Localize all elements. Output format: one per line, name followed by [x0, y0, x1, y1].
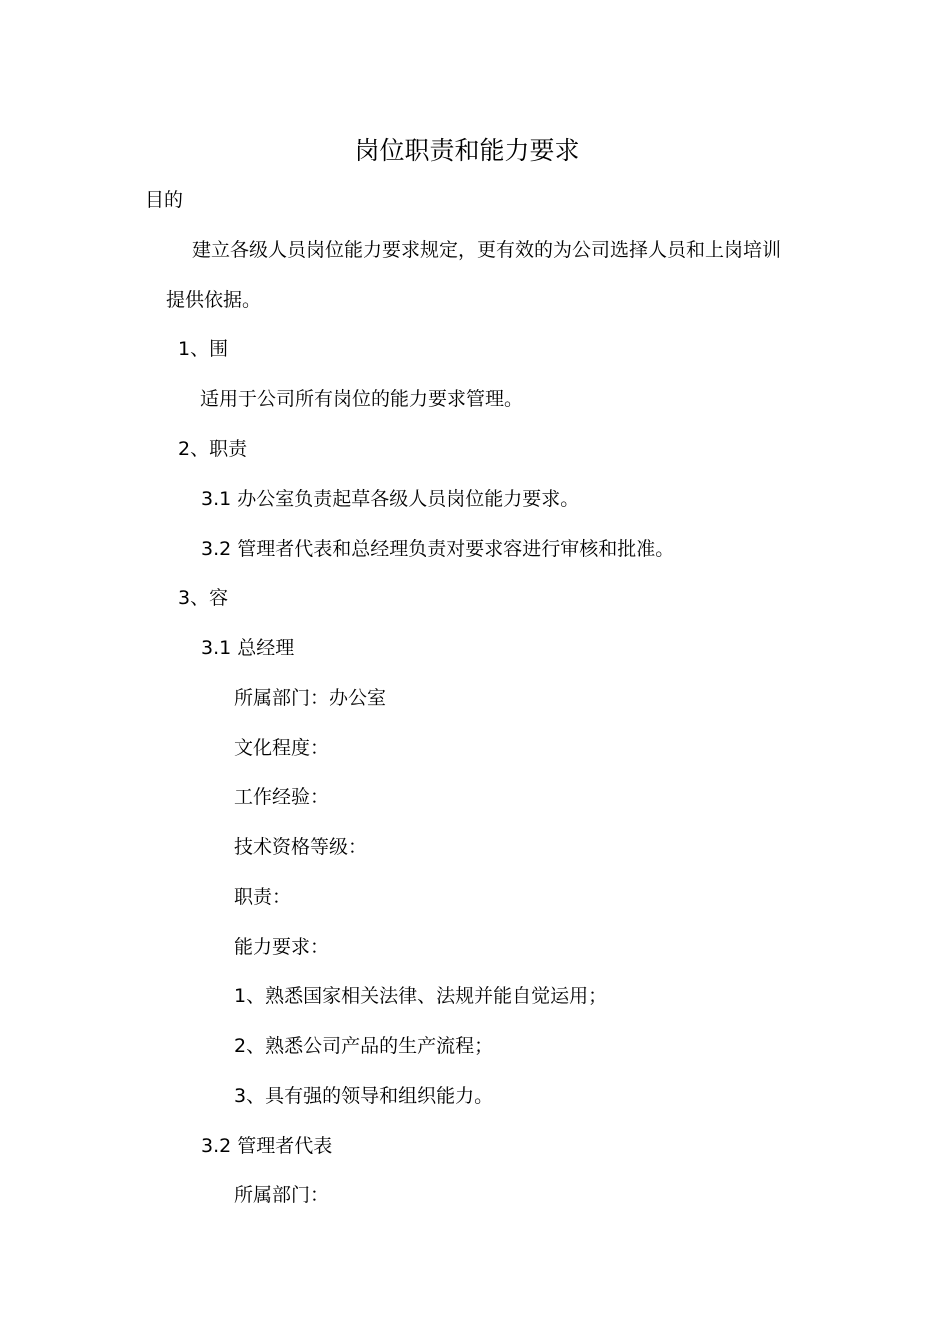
mr-heading: 3.2 管理者代表 [201, 1135, 333, 1157]
purpose-heading: 目的 [145, 189, 184, 211]
section-2-item: 3.1 办公室负责起草各级人员岗位能力要求。 [201, 488, 580, 510]
section-3-heading: 3、容 [178, 587, 229, 609]
mr-department: 所属部门： [234, 1184, 330, 1206]
gm-tech-level: 技术资格等级： [234, 836, 368, 858]
purpose-text-line-2: 提供依据。 [166, 289, 262, 311]
section-1-text: 适用于公司所有岗位的能力要求管理。 [200, 388, 524, 410]
gm-ability-item: 2、熟悉公司产品的生产流程； [234, 1035, 494, 1057]
gm-experience: 工作经验： [234, 786, 330, 808]
gm-ability-item: 3、具有强的领导和组织能力。 [234, 1085, 494, 1107]
section-2-item: 3.2 管理者代表和总经理负责对要求容进行审核和批准。 [201, 538, 675, 560]
gm-heading: 3.1 总经理 [201, 637, 295, 659]
document-title: 岗位职责和能力要求 [354, 136, 580, 165]
gm-education: 文化程度： [234, 737, 330, 759]
purpose-text-line-1: 建立各级人员岗位能力要求规定，更有效的为公司选择人员和上岗培训 [192, 239, 782, 261]
gm-duties: 职责： [234, 886, 292, 908]
section-1-heading: 1、围 [178, 338, 229, 360]
gm-ability-item: 1、熟悉国家相关法律、法规并能自觉运用； [234, 985, 608, 1007]
section-2-heading: 2、职责 [178, 438, 248, 460]
gm-ability-heading: 能力要求： [234, 936, 330, 958]
gm-department: 所属部门：办公室 [234, 687, 387, 709]
